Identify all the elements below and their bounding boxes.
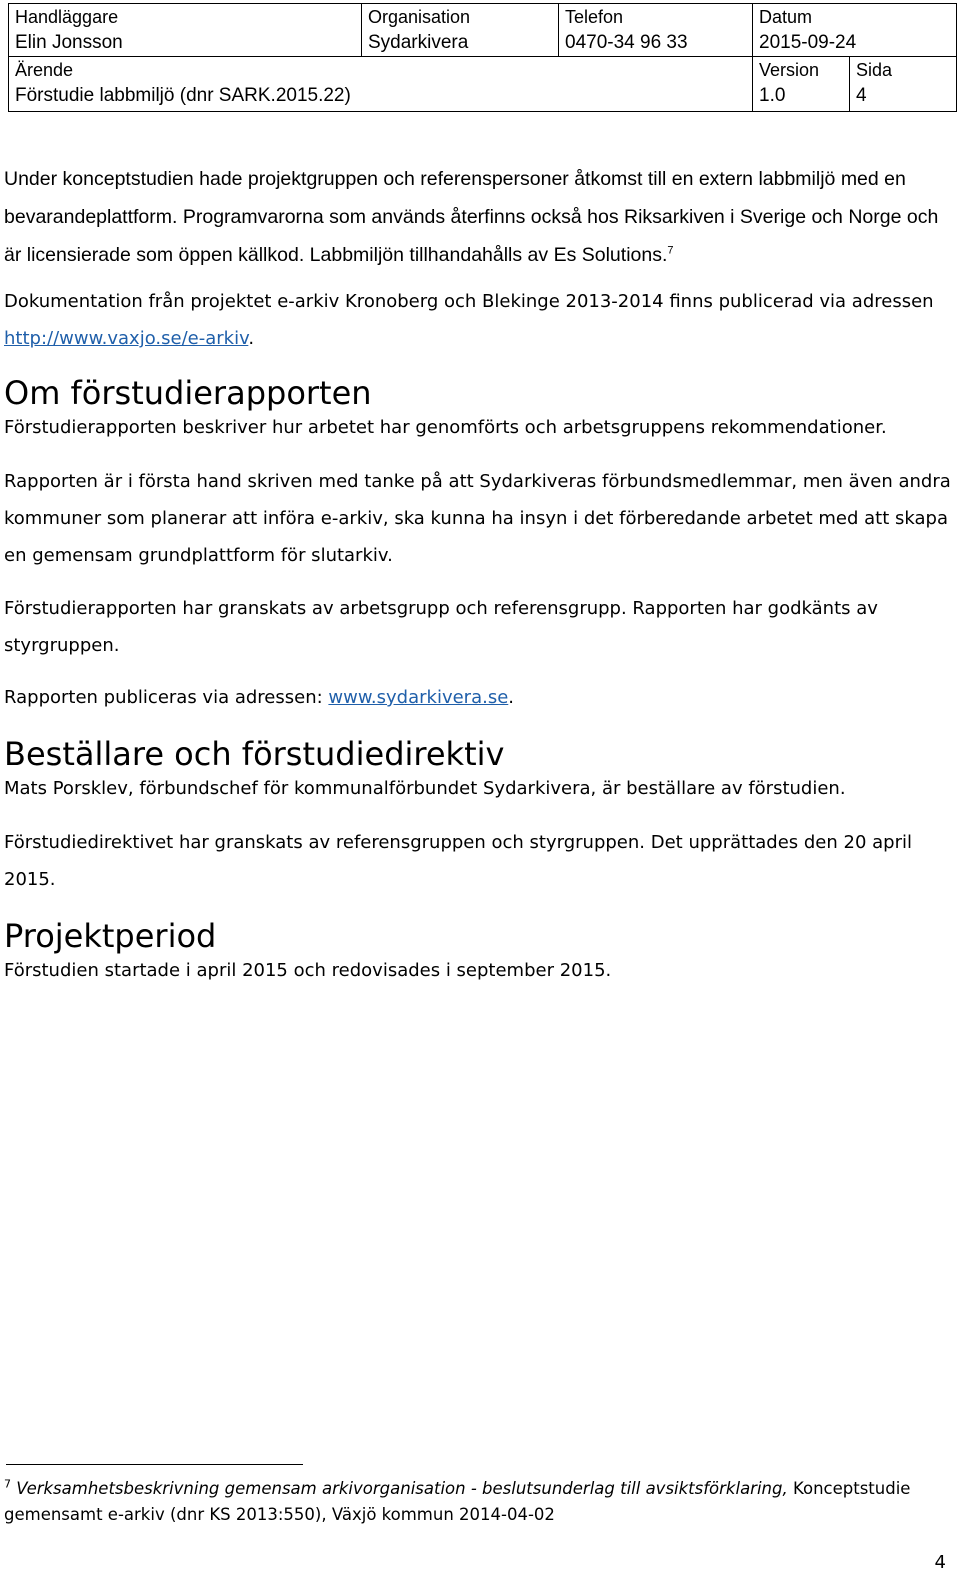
document-header-table — [8, 3, 957, 112]
handlaggare-cell — [9, 4, 362, 57]
section-heading-bestallare: Beställare och förstudiedirektiv — [4, 735, 505, 773]
sida-cell — [850, 57, 957, 112]
section1-paragraph-1: Förstudierapporten beskriver hur arbetet har genomförts och arbetsgruppens rekommendationer. — [4, 417, 887, 438]
intro-text: Under konceptstudien hade projektgruppen och referenspersoner åtkomst till en extern labbmiljö med en bevarandeplattform. Programvarorna som används återfinns också hos Riksarkiven i Sverige och Norge och är licensierade som öppen källkod. Labbmiljön tillhandahålls av Es Solutions. — [4, 168, 939, 266]
telefon-value: 0470-34 96 33 — [565, 32, 688, 53]
version-value: 1.0 — [759, 85, 786, 106]
sida-label: Sida — [856, 60, 893, 80]
organisation-value: Sydarkivera — [368, 32, 469, 53]
datum-label: Datum — [759, 7, 813, 27]
section2-paragraph-1: Mats Porsklev, förbundschef för kommunalförbundet Sydarkivera, är beställare av förstudien. — [4, 778, 846, 799]
arende-label: Ärende — [15, 60, 74, 80]
sydarkivera-link[interactable]: www.sydarkivera.se — [328, 687, 509, 708]
document-body — [4, 160, 952, 989]
documentation-text: Dokumentation från projektet e-arkiv Kronoberg och Blekinge 2013-2014 finns publicerad via adressen — [4, 291, 934, 312]
handlaggare-value: Elin Jonsson — [15, 32, 123, 53]
footnote-separator — [6, 1464, 303, 1465]
section1-paragraph-4-text: Rapporten publiceras via adressen: — [4, 687, 329, 708]
section1-paragraph-2: Rapporten är i första hand skriven med tanke på att Sydarkiveras förbundsmedlemmar, men även andra kommuner som planerar att införa e-arkiv, ska kunna ha insyn i det förberedande arbetet med att skapa en gemensam grundplattform för slutarkiv. — [4, 471, 951, 566]
version-label: Version — [759, 60, 820, 80]
telefon-cell — [559, 4, 753, 57]
version-cell — [753, 57, 850, 112]
footnote — [4, 1476, 934, 1528]
arende-value: Förstudie labbmiljö (dnr SARK.2015.22) — [15, 85, 351, 106]
documentation-link[interactable]: http://www.vaxjo.se/e-arkiv — [4, 328, 249, 349]
documentation-end: . — [248, 328, 255, 349]
footnote-reference[interactable]: 7 — [667, 244, 674, 257]
section-heading-projektperiod: Projektperiod — [4, 917, 217, 955]
documentation-paragraph — [4, 283, 952, 357]
footnote-title: Verksamhetsbeskrivning gemensam arkivorganisation - beslutsunderlag till avsiktsförklaring, — [16, 1479, 788, 1498]
organisation-cell — [362, 4, 559, 57]
section1-paragraph-3: Förstudierapporten har granskats av arbetsgrupp och referensgrupp. Rapporten har godkänts av styrgruppen. — [4, 598, 878, 656]
section1-paragraph-4-end: . — [508, 687, 515, 708]
footnote-text: Konceptstudie gemensamt e-arkiv (dnr KS 2013:550), Växjö kommun 2014-04-02 — [4, 1479, 911, 1524]
datum-cell — [753, 4, 957, 57]
footnote-number: 7 — [4, 1477, 11, 1491]
section2-paragraph-2: Förstudiedirektivet har granskats av referensgruppen och styrgruppen. Det upprättades den 20 april 2015. — [4, 832, 912, 890]
arende-cell — [9, 57, 753, 112]
telefon-label: Telefon — [565, 7, 624, 27]
page-number: 4 — [934, 1552, 946, 1573]
organisation-label: Organisation — [368, 7, 471, 27]
sida-value: 4 — [856, 85, 867, 106]
section3-paragraph-1: Förstudien startade i april 2015 och redovisades i september 2015. — [4, 960, 612, 981]
intro-paragraph — [4, 160, 952, 274]
section-heading-om-forstudierapporten: Om förstudierapporten — [4, 374, 372, 412]
datum-value: 2015-09-24 — [759, 32, 857, 53]
handlaggare-label: Handläggare — [15, 7, 119, 27]
section1-paragraph-4 — [4, 679, 952, 716]
